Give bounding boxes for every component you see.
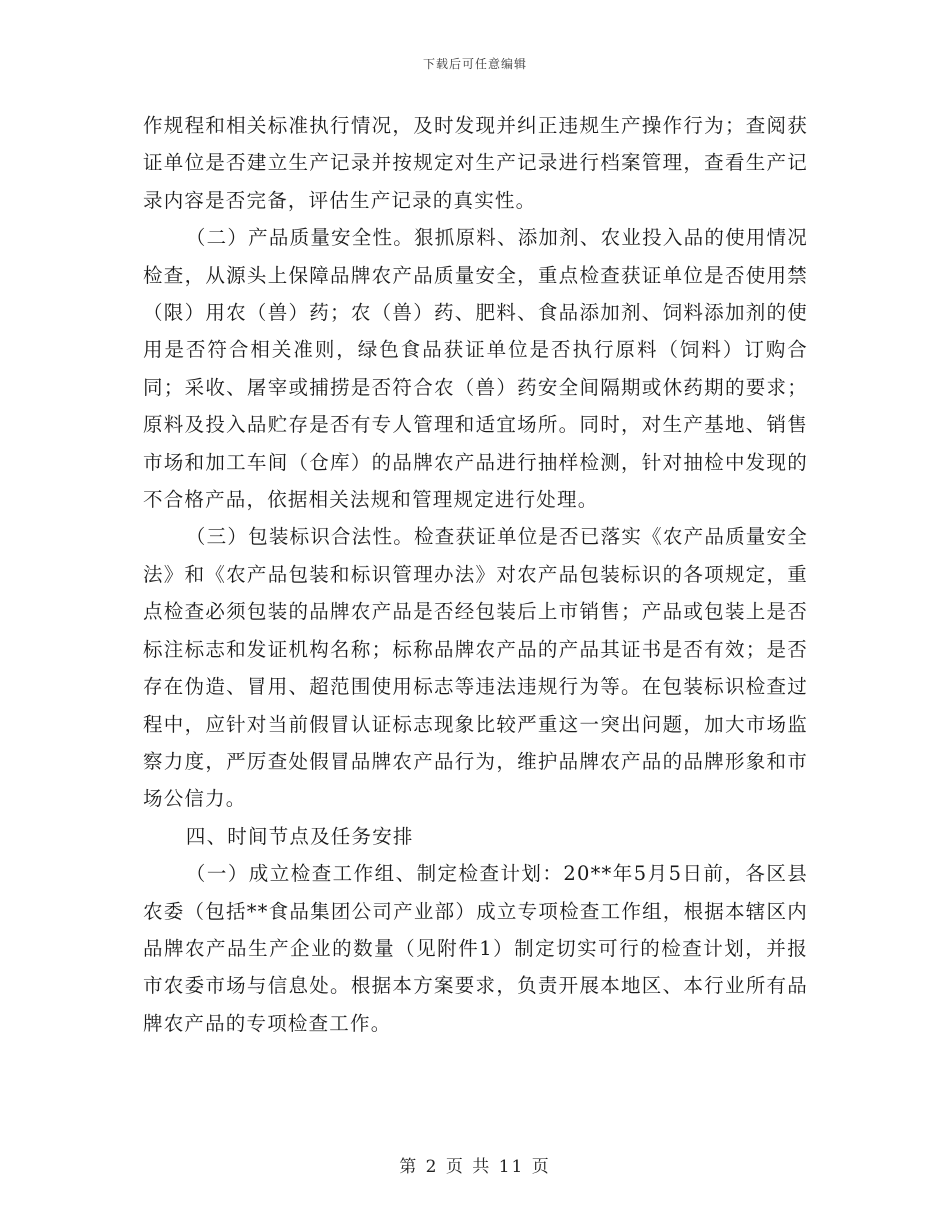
- paragraph-production-records: 作规程和相关标准执行情况，及时发现并纠正违规生产操作行为；查阅获证单位是否建立生产记录并按规定对生产记录进行档案管理，查看生产记录内容是否完备，评估生产记录的真实性。: [143, 114, 808, 212]
- paragraph-inspection-team-plan: （一）成立检查工作组、制定检查计划：20**年5月5日前，各区县农委（包括**食品集团公司产业部）成立专项检查工作组，根据本辖区内品牌农产品生产企业的数量（见附件1）制定切实可行的检查计划，并报市农委市场与信息处。根据本方案要求，负责开展本地区、本行业所有品牌农产品的专项检查工作。: [143, 862, 808, 1035]
- paragraph-packaging-labeling: （三）包装标识合法性。检查获证单位是否已落实《农产品质量安全法》和《农产品包装和标识管理办法》对农产品包装标识的各项规定，重点检查必须包装的品牌农产品是否经包装后上市销售；产品或包装上是否标注标志和发证机构名称；标称品牌农产品的产品其证书是否有效；是否存在伪造、冒用、超范围使用标志等违法违规行为等。在包装标识检查过程中，应针对当前假冒认证标志现象比较严重这一突出问题，加大市场监察力度，严厉查处假冒品牌农产品行为，维护品牌农产品的品牌形象和市场公信力。: [143, 525, 808, 811]
- page-number-footer: 第 2 页 共 11 页: [399, 1157, 551, 1177]
- document-body: [143, 107, 808, 1042]
- section-heading-timeline: 四、时间节点及任务安排: [185, 824, 414, 848]
- download-note-header: 下载后可任意编辑: [422, 57, 527, 71]
- paragraph-product-quality-safety: （二）产品质量安全性。狠抓原料、添加剂、农业投入品的使用情况检查，从源头上保障品牌农产品质量安全，重点检查获证单位是否使用禁（限）用农（兽）药；农（兽）药、肥料、食品添加剂、饲料添加剂的使用是否符合相关准则，绿色食品获证单位是否执行原料（饲料）订购合同；采收、屠宰或捕捞是否符合农（兽）药安全间隔期或休药期的要求；原料及投入品贮存是否有专人管理和适宜场所。同时，对生产基地、销售市场和加工车间（仓库）的品牌农产品进行抽样检测，针对抽检中发现的不合格产品，依据相关法规和管理规定进行处理。: [143, 226, 808, 512]
